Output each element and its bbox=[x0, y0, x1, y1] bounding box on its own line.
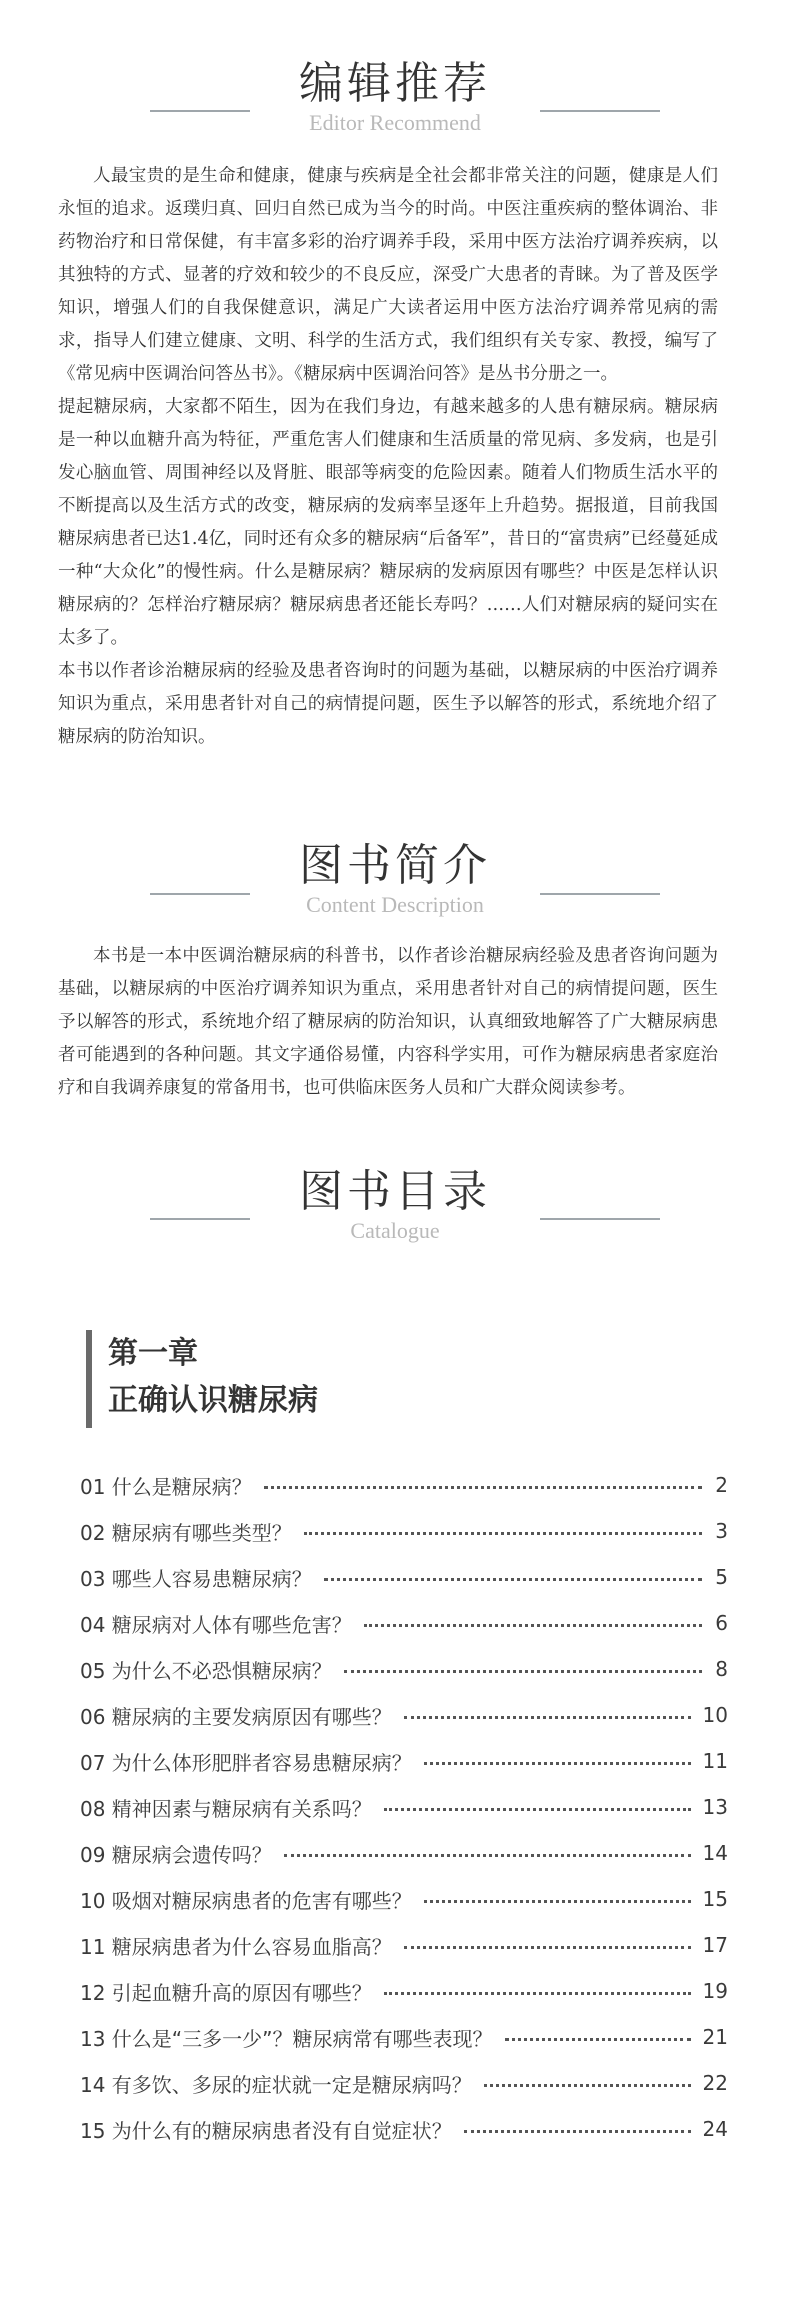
toc-leader-dots bbox=[424, 1900, 691, 1903]
toc-leader-dots bbox=[384, 1808, 691, 1811]
content-subtitle: Content Description bbox=[306, 892, 484, 917]
toc-item-label: 08 精神因素与糖尿病有关系吗？ bbox=[80, 1796, 372, 1821]
toc-item-page: 8 bbox=[715, 1657, 728, 1681]
chapter-title: 正确认识糖尿病 bbox=[108, 1383, 318, 1418]
toc-item-page: 2 bbox=[715, 1473, 728, 1497]
toc-item-label: 03 哪些人容易患糖尿病？ bbox=[80, 1566, 312, 1591]
toc-item[interactable] bbox=[80, 1784, 728, 1830]
toc-item[interactable] bbox=[80, 1876, 728, 1922]
toc-item[interactable] bbox=[80, 1738, 728, 1784]
toc-leader-dots bbox=[284, 1854, 691, 1857]
catalogue-title: 图书目录 bbox=[299, 1166, 491, 1217]
table-of-contents bbox=[80, 1462, 728, 2152]
toc-item-page: 3 bbox=[715, 1519, 728, 1543]
toc-item-label: 10 吸烟对糖尿病患者的危害有哪些？ bbox=[80, 1888, 412, 1913]
toc-item-label: 01 什么是糖尿病？ bbox=[80, 1474, 252, 1499]
editor-paragraph-2: 提起糖尿病，大家都不陌生，因为在我们身边，有越来越多的人患有糖尿病。糖尿病是一种以血糖升高为特征，严重危害人们健康和生活质量的常见病、多发病，也是引发心脑血管、周围神经以及肾脏、眼部等病变的危险因素。随着人们物质生活水平的不断提高以及生活方式的改变，糖尿病的发病率呈逐年上升趋势。据报道，目前我国糖尿病患者已达1.4亿，同时还有众多的糖尿病“后备军”，昔日的“富贵病”已经蔓延成一种“大众化”的慢性病。什么是糖尿病？糖尿病的发病原因有哪些？中医是怎样认识糖尿病的？怎样治疗糖尿病？糖尿病患者还能长寿吗？……人们对糖尿病的疑问实在太多了。 bbox=[58, 397, 718, 648]
toc-item-page: 15 bbox=[702, 1887, 728, 1911]
content-heading bbox=[0, 838, 790, 918]
toc-item[interactable] bbox=[80, 1508, 728, 1554]
toc-item-page: 14 bbox=[702, 1841, 728, 1865]
toc-item-label: 06 糖尿病的主要发病原因有哪些？ bbox=[80, 1704, 392, 1729]
toc-item[interactable] bbox=[80, 2060, 728, 2106]
toc-item-page: 11 bbox=[702, 1749, 728, 1773]
toc-item-page: 21 bbox=[702, 2025, 728, 2049]
toc-item[interactable] bbox=[80, 1600, 728, 1646]
chapter-heading bbox=[86, 1330, 508, 1428]
toc-item-page: 5 bbox=[715, 1565, 728, 1589]
toc-leader-dots bbox=[384, 1992, 691, 1995]
toc-item-page: 6 bbox=[715, 1611, 728, 1635]
toc-item[interactable] bbox=[80, 1462, 728, 1508]
toc-leader-dots bbox=[304, 1532, 702, 1535]
toc-item-page: 24 bbox=[702, 2117, 728, 2141]
toc-item[interactable] bbox=[80, 2106, 728, 2152]
toc-item-label: 14 有多饮、多尿的症状就一定是糖尿病吗？ bbox=[80, 2072, 472, 2097]
toc-item[interactable] bbox=[80, 1692, 728, 1738]
toc-item-label: 15 为什么有的糖尿病患者没有自觉症状？ bbox=[80, 2118, 452, 2143]
toc-leader-dots bbox=[344, 1670, 702, 1673]
toc-item[interactable] bbox=[80, 1646, 728, 1692]
editor-text bbox=[58, 160, 718, 754]
toc-leader-dots bbox=[404, 1946, 691, 1949]
editor-heading bbox=[0, 56, 790, 136]
toc-item-label: 11 糖尿病患者为什么容易血脂高？ bbox=[80, 1934, 392, 1959]
editor-paragraph-3: 本书以作者诊治糖尿病的经验及患者咨询时的问题为基础，以糖尿病的中医治疗调养知识为重点，采用患者针对自己的病情提问题，医生予以解答的形式，系统地介绍了糖尿病的防治知识。 bbox=[58, 661, 718, 747]
chapter-number: 第一章 bbox=[108, 1336, 198, 1371]
catalogue-subtitle: Catalogue bbox=[350, 1218, 440, 1243]
toc-item[interactable] bbox=[80, 1830, 728, 1876]
toc-item-page: 19 bbox=[702, 1979, 728, 2003]
content-title: 图书简介 bbox=[299, 840, 491, 891]
toc-leader-dots bbox=[264, 1486, 702, 1489]
catalogue-heading bbox=[0, 1164, 790, 1244]
toc-item-label: 07 为什么体形肥胖者容易患糖尿病？ bbox=[80, 1750, 412, 1775]
editor-title: 编辑推荐 bbox=[299, 58, 491, 109]
editor-paragraph-1: 人最宝贵的是生命和健康，健康与疾病是全社会都非常关注的问题，健康是人们永恒的追求。返璞归真、回归自然已成为当今的时尚。中医注重疾病的整体调治、非药物治疗和日常保健，有丰富多彩的治疗调养手段，采用中医方法治疗调养疾病，以其独特的方式、显著的疗效和较少的不良反应，深受广大患者的青睐。为了普及医学知识，增强人们的自我保健意识，满足广大读者运用中医方法治疗调养常见病的需求，指导人们建立健康、文明、科学的生活方式，我们组织有关专家、教授，编写了《常见病中医调治问答丛书》。《糖尿病中医调治问答》是丛书分册之一。 bbox=[58, 166, 718, 384]
toc-item[interactable] bbox=[80, 1922, 728, 1968]
toc-leader-dots bbox=[424, 1762, 691, 1765]
toc-item[interactable] bbox=[80, 1968, 728, 2014]
toc-item-page: 10 bbox=[702, 1703, 728, 1727]
toc-item-label: 09 糖尿病会遗传吗？ bbox=[80, 1842, 272, 1867]
toc-leader-dots bbox=[484, 2084, 691, 2087]
content-paragraph: 本书是一本中医调治糖尿病的科普书，以作者诊治糖尿病经验及患者咨询问题为基础，以糖尿病的中医治疗调养知识为重点，采用患者针对自己的病情提问题，医生予以解答的形式，系统地介绍了糖尿病的防治知识，认真细致地解答了广大糖尿病患者可能遇到的各种问题。其文字通俗易懂，内容科学实用，可作为糖尿病患者家庭治疗和自我调养康复的常备用书，也可供临床医务人员和广大群众阅读参考。 bbox=[58, 946, 718, 1098]
toc-item-page: 13 bbox=[702, 1795, 728, 1819]
toc-item[interactable] bbox=[80, 2014, 728, 2060]
toc-leader-dots bbox=[505, 2038, 691, 2041]
toc-item-page: 17 bbox=[702, 1933, 728, 1957]
toc-leader-dots bbox=[324, 1578, 702, 1581]
editor-subtitle: Editor Recommend bbox=[309, 110, 481, 135]
toc-item[interactable] bbox=[80, 1554, 728, 1600]
toc-leader-dots bbox=[464, 2130, 691, 2133]
toc-item-label: 02 糖尿病有哪些类型？ bbox=[80, 1520, 292, 1545]
toc-leader-dots bbox=[404, 1716, 691, 1719]
toc-item-label: 12 引起血糖升高的原因有哪些？ bbox=[80, 1980, 372, 2005]
toc-item-page: 22 bbox=[702, 2071, 728, 2095]
toc-item-label: 04 糖尿病对人体有哪些危害？ bbox=[80, 1612, 352, 1637]
toc-item-label: 05 为什么不必恐惧糖尿病？ bbox=[80, 1658, 332, 1683]
toc-leader-dots bbox=[364, 1624, 702, 1627]
content-text bbox=[58, 940, 718, 1105]
toc-item-label: 13 什么是“三多一少”？糖尿病常有哪些表现？ bbox=[80, 2026, 493, 2051]
